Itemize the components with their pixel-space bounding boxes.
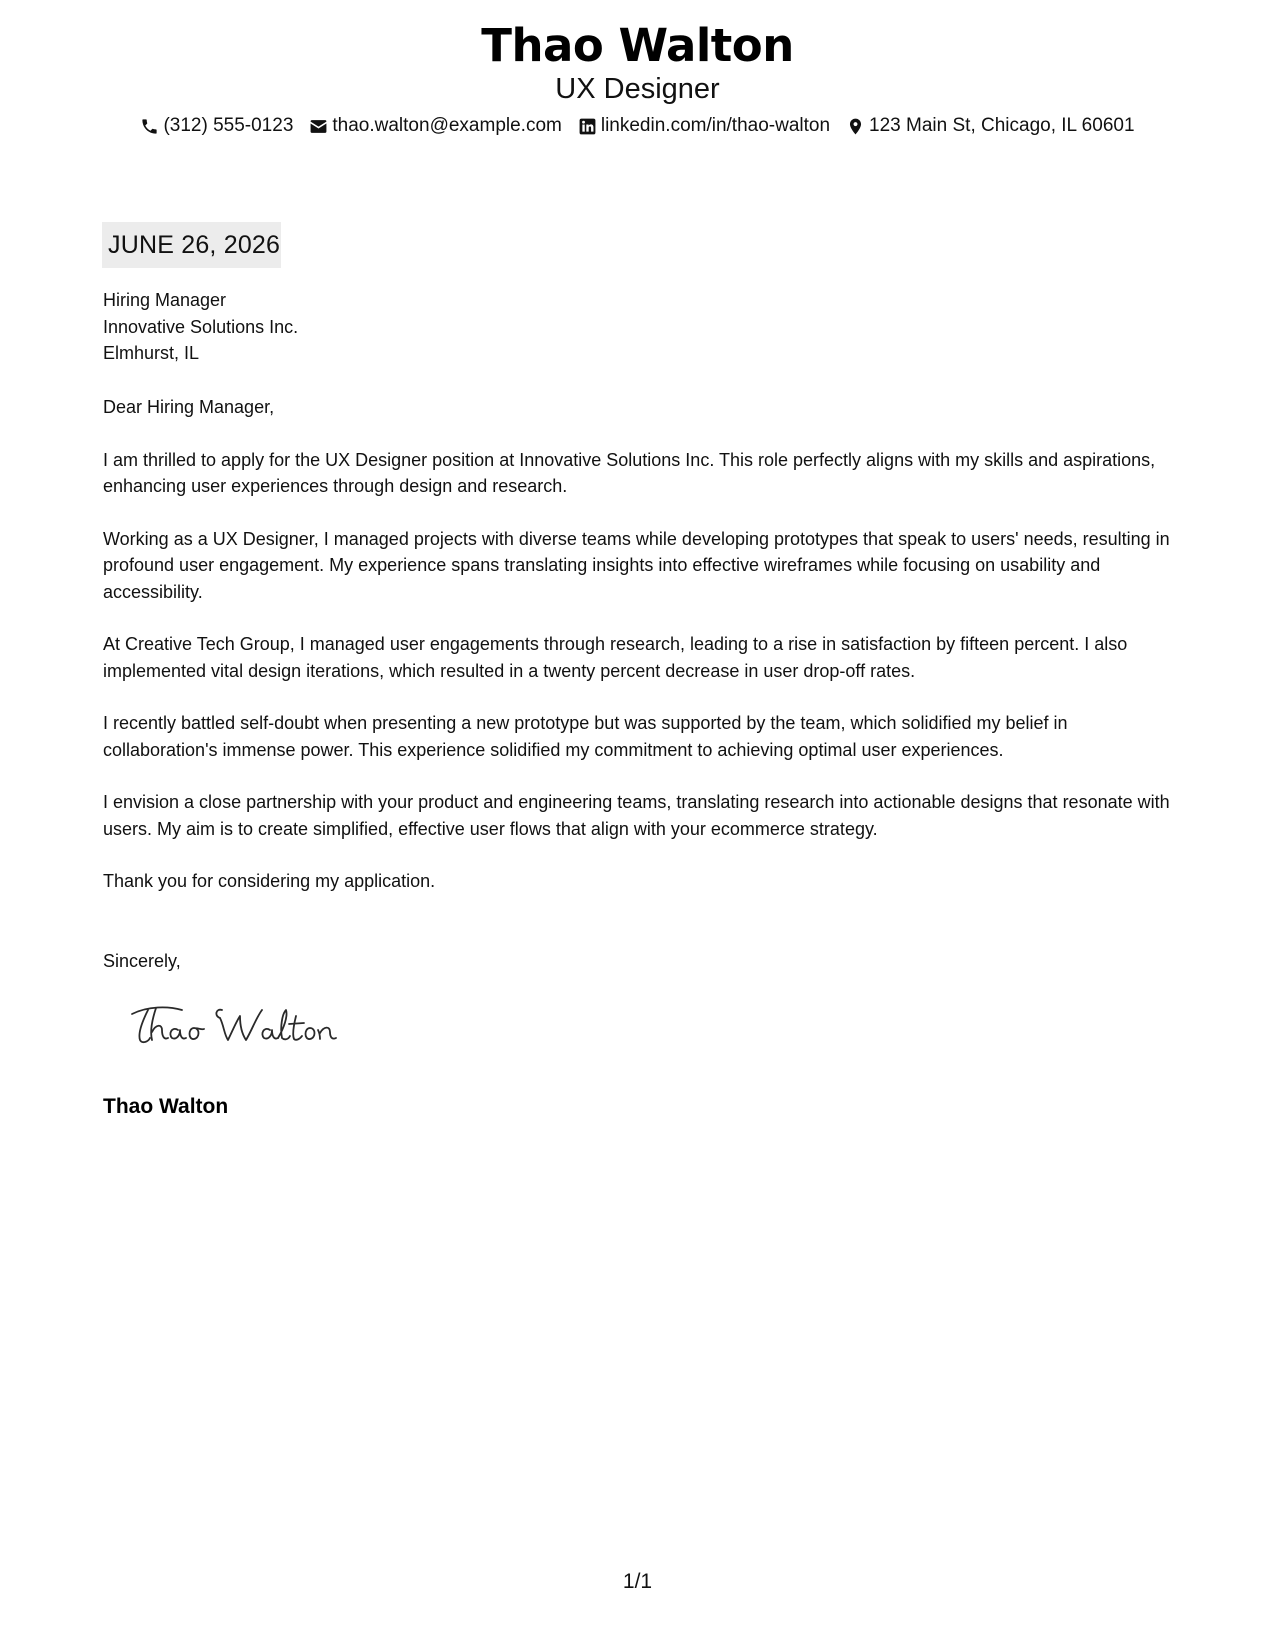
letter-date: JUNE 26, 2026 — [102, 222, 281, 268]
recipient-block — [103, 287, 298, 367]
letter-body — [103, 394, 1173, 921]
body-paragraph: I am thrilled to apply for the UX Designer position at Innovative Solutions Inc. This role perfectly aligns with my skills and aspirations, enhancing user experiences through design and research. — [103, 449, 1156, 496]
linkedin-icon — [578, 117, 597, 136]
applicant-title: UX Designer — [555, 73, 720, 105]
linkedin-text: linkedin.com/in/thao-walton — [600, 115, 831, 136]
email-text: thao.walton@example.com — [332, 115, 562, 136]
letter-header — [0, 18, 1275, 140]
contact-phone — [140, 112, 293, 140]
phone-icon — [140, 117, 159, 136]
contact-email — [309, 112, 561, 140]
contact-linkedin — [578, 112, 830, 140]
body-paragraph: I envision a close partnership with your product and engineering teams, translating research into actionable designs that resonate with users. My aim is to create simplified, effective user flows that align with your ecommerce strategy. — [103, 792, 1170, 839]
applicant-name: Thao Walton — [481, 19, 794, 72]
signed-name: Thao Walton — [103, 1095, 229, 1118]
envelope-icon — [309, 117, 328, 136]
body-paragraph: At Creative Tech Group, I managed user engagements through research, leading to a rise in satisfaction by fifteen percent. I also implemented vital design iterations, which resulted in a twenty percent decrease in user drop-off rates. — [103, 634, 1128, 681]
body-paragraph: Working as a UX Designer, I managed projects with diverse teams while developing prototypes that speak to users' needs, resulting in profound user engagement. My experience spans translating insights into effective wireframes while focusing on usability and accessibility. — [103, 528, 1170, 602]
recipient-title: Hiring Manager — [103, 290, 227, 310]
handwritten-signature — [128, 1000, 338, 1054]
closing: Sincerely, — [103, 951, 181, 971]
address-text: 123 Main St, Chicago, IL 60601 — [869, 115, 1135, 136]
body-paragraph: Thank you for considering my application. — [103, 871, 436, 891]
contact-bar — [0, 112, 1275, 140]
salutation: Dear Hiring Manager, — [103, 397, 275, 417]
recipient-location: Elmhurst, IL — [103, 343, 200, 363]
recipient-company: Innovative Solutions Inc. — [103, 316, 299, 337]
contact-address — [846, 112, 1134, 140]
map-pin-icon — [846, 117, 865, 136]
body-paragraph: I recently battled self-doubt when presenting a new prototype but was supported by the team, which solidified my belief in collaboration's immense power. This experience solidified my commitment to achieving optimal user experiences. — [103, 713, 1068, 760]
page-number: 1/1 — [622, 1570, 653, 1593]
phone-text: (312) 555-0123 — [163, 115, 294, 136]
